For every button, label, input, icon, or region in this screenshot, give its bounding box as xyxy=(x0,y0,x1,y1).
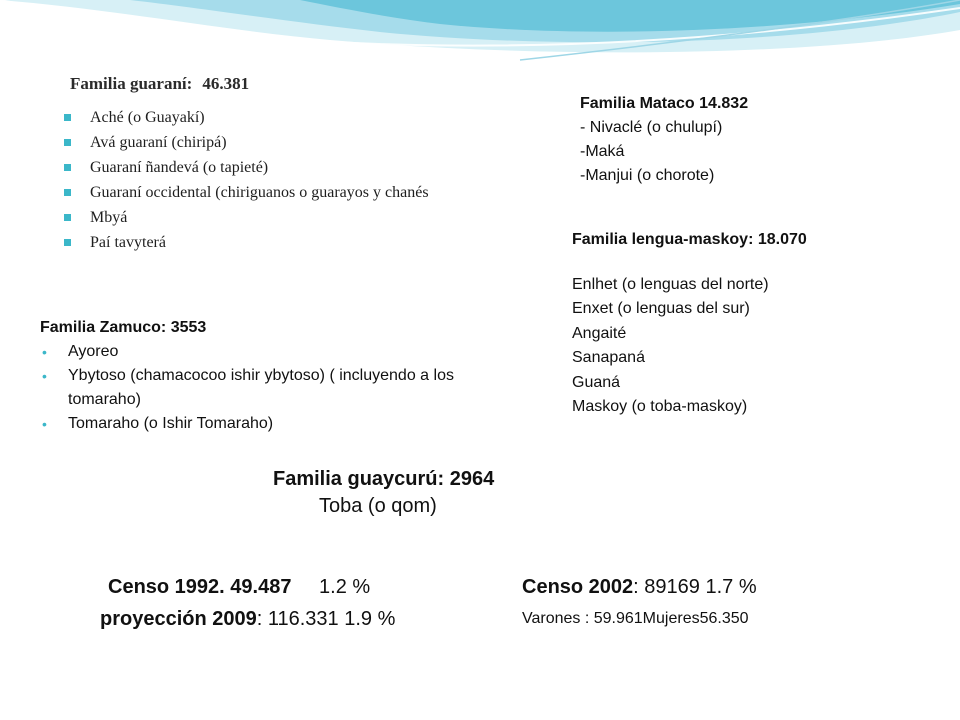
list-item: • Ayoreo xyxy=(40,340,510,364)
census-1992-percent: 1.2 % xyxy=(319,576,371,598)
header-wave-decoration xyxy=(0,0,960,80)
census-1992-label: Censo 1992. 49.487 xyxy=(108,576,292,598)
list-item: -Maká xyxy=(580,143,625,160)
mataco-family-block xyxy=(580,92,748,188)
projection-2009 xyxy=(100,608,395,631)
lengua-title: Familia lengua-maskoy: 18.070 xyxy=(572,231,807,248)
list-item: Guaná xyxy=(572,373,621,391)
list-item: Paí tavyterá xyxy=(64,233,514,253)
list-item: Sanapaná xyxy=(572,349,645,366)
gender-breakdown: Varones : 59.961Mujeres56.350 xyxy=(522,610,749,627)
list-item: Aché (o Guayakí) xyxy=(64,108,514,128)
list-item: Enlhet (o lenguas del norte) xyxy=(572,275,769,293)
census-2002-value: : 89169 1.7 % xyxy=(633,576,757,598)
list-item: Avá guaraní (chiripá) xyxy=(64,133,514,153)
guarani-language-list xyxy=(64,108,514,258)
list-item: Mbyá xyxy=(64,208,514,228)
census-2002-label: Censo 2002 xyxy=(522,576,634,598)
list-item: Enxet (o lenguas del sur) xyxy=(572,300,750,317)
list-item: • Tomaraho (o Ishir Tomaraho) xyxy=(40,412,510,436)
list-item: Guaraní occidental (chiriguanos o guarayos y chanés xyxy=(64,183,514,203)
list-item: Angaité xyxy=(572,324,627,342)
list-item: • Ybytoso (chamacocoo ishir ybytoso) ( incluyendo a los tomaraho) xyxy=(40,364,510,412)
zamuco-family-block xyxy=(40,316,510,436)
guarani-family-title xyxy=(70,74,249,94)
list-item: Guaraní ñandevá (o tapieté) xyxy=(64,158,514,178)
guaycuru-language: Toba (o qom) xyxy=(319,495,437,517)
guarani-title-label: Familia guaraní: xyxy=(70,74,193,93)
list-item: - Nivaclé (o chulupí) xyxy=(580,119,723,136)
projection-label: proyección 2009 xyxy=(100,608,257,630)
guaycuru-title: Familia guaycurú: 2964 xyxy=(273,468,495,490)
guarani-count: 46.381 xyxy=(202,74,250,93)
lengua-maskoy-family-block xyxy=(572,228,807,420)
zamuco-title: Familia Zamuco: 3553 xyxy=(40,319,207,336)
mataco-title: Familia Mataco 14.832 xyxy=(580,95,749,112)
guaycuru-family-block xyxy=(273,466,494,520)
list-item: -Manjui (o chorote) xyxy=(580,167,715,184)
census-2002 xyxy=(522,576,757,599)
census-1992 xyxy=(108,576,370,599)
zamuco-language-list xyxy=(40,340,510,436)
list-item: Maskoy (o toba-maskoy) xyxy=(572,398,748,415)
projection-value: : 116.331 1.9 % xyxy=(256,608,396,630)
